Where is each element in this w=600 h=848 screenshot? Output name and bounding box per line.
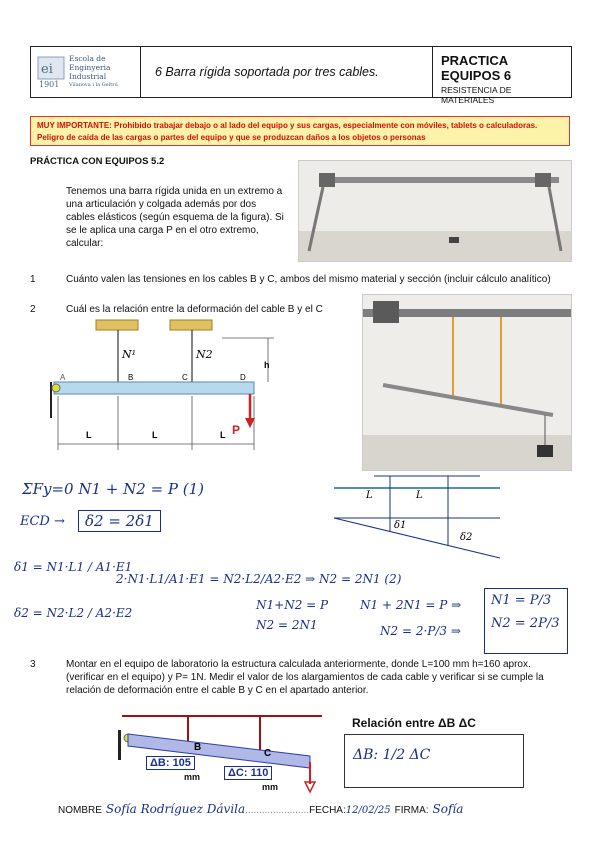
label-b: B <box>128 373 134 382</box>
result-n1: N1 = P/3 <box>491 593 552 608</box>
course-name: RESISTENCIA DE MATERIALES <box>441 85 512 105</box>
svg-text:1901: 1901 <box>39 80 60 89</box>
result-n2: N2 = 2P/3 <box>491 616 560 631</box>
label-p: P <box>232 423 241 437</box>
substitution-2: N2 = 2·P/3 ⇒ <box>380 624 461 638</box>
delta-b-value: ΔB: 105 <box>146 756 195 770</box>
fecha-label: FECHA: <box>309 805 346 816</box>
safety-warning <box>30 116 570 146</box>
lab-photo-1 <box>298 160 572 262</box>
sketch-d1: δ1 <box>394 520 407 531</box>
logo-line: Enginyeria <box>69 63 111 72</box>
warning-label: MUY IMPORTANTE: <box>37 121 112 130</box>
deformation-sketch <box>330 470 570 560</box>
warning-text: Prohibido trabajar debajo o al lado del equipo y sus cargas, especialmente con móviles, tablets o calculadoras. Peligro de caída de las cargas o partes del equipo y que se produzcan daños a los objetos o personas <box>37 121 538 142</box>
sketch-d2: δ2 <box>460 532 473 543</box>
sketch-l2: L <box>416 490 423 501</box>
firma-signature: Sofía <box>432 802 464 816</box>
relation-equation: 2·N1·L1/A1·E1 = N2·L2/A2·E2 ⇒ N2 = 2N1 (2) <box>116 572 402 586</box>
page-header <box>30 46 572 105</box>
label-l3: L <box>220 430 226 440</box>
sketch-l1: L <box>366 490 373 501</box>
question-number: 1 <box>30 274 36 285</box>
label-c: C <box>182 373 188 382</box>
question-number: 3 <box>30 659 36 670</box>
question-text: Cuál es la relación entre la deformación del cable B y el C <box>66 304 323 315</box>
structure-diagram <box>42 318 292 458</box>
delta1-formula: δ1 = N1·L1 / A1·E1 <box>14 560 133 574</box>
system-eq-1: N1+N2 = P <box>256 598 329 612</box>
lab-photo-2 <box>362 294 572 471</box>
logo-line: Escola de <box>69 54 106 63</box>
delta-c-value: ΔC: 110 <box>224 766 272 780</box>
bottom-diagram <box>110 712 330 794</box>
nombre-label: NOMBRE <box>58 805 102 816</box>
school-logo <box>31 47 141 97</box>
ecd-label: ECD → <box>20 514 65 529</box>
doc-title: PRACTICA EQUIPOS 6 <box>441 53 512 83</box>
intro-text: Tenemos una barra rígida unida en un extremo a una articulación y colgada además por dos cables elásticos (según esquema de la figura). Si se le aplica una carga P en el otro extremo, calcular: <box>66 186 284 249</box>
logo-line: Industrial <box>69 72 107 81</box>
firma-label: FIRMA: <box>394 805 429 816</box>
label-n2: N2 <box>196 348 213 361</box>
svg-text:ei: ei <box>41 62 53 77</box>
bottom-label-b: B <box>194 742 202 753</box>
fecha-value: 12/02/25 <box>345 805 391 816</box>
result-box <box>484 588 568 654</box>
delta-b-unit: mm <box>184 772 201 782</box>
label-l2: L <box>152 430 158 440</box>
delta2-formula: δ2 = N2·L2 / A2·E2 <box>14 606 133 620</box>
question-text: Cuánto valen las tensiones en los cables B y C, ambos del mismo material y sección (incluir cálculo analítico) <box>66 274 551 285</box>
label-d: D <box>240 373 246 382</box>
relation-box <box>344 734 524 788</box>
school-logo-icon <box>37 55 65 89</box>
substitution-1: N1 + 2N1 = P ⇒ <box>360 598 462 612</box>
label-a: A <box>60 373 66 382</box>
bottom-label-c: C <box>264 748 272 759</box>
relation-title: Relación entre ΔB ΔC <box>352 716 476 730</box>
label-n1: N¹ <box>122 348 137 361</box>
question-text: Montar en el equipo de laboratorio la estructura calculada anteriormente, donde L=100 mm h=160 aprox. (verificar en el equipo) y P= 1N. Medir el valor de los alargamientos de cada cable y verificar si se cumple la relación de deformación entre el cable B y C en el apartado anterior. <box>66 659 544 696</box>
nombre-value: Sofía Rodríguez Dávila <box>105 802 246 816</box>
logo-sub: Vilanova i la Geltrú <box>69 82 118 88</box>
equilibrium-equation: ΣFy=0 N1 + N2 = P (1) <box>22 480 205 498</box>
label-h: h <box>264 360 270 370</box>
system-eq-2: N2 = 2N1 <box>256 618 318 632</box>
question-number: 2 <box>30 304 36 315</box>
section-title: PRÁCTICA CON EQUIPOS 5.2 <box>30 156 165 167</box>
footer: NOMBRE Sofía Rodríguez Dávila.......................FECHA:12/02/25 FIRMA: Sofía <box>58 802 464 816</box>
label-l1: L <box>86 430 92 440</box>
doc-subtitle: 6 Barra rígida soportada por tres cables. <box>141 47 433 97</box>
ecd-box: δ2 = 2δ1 <box>78 510 161 532</box>
relation-value: ΔB: 1/2 ΔC <box>353 747 431 763</box>
delta-c-unit: mm <box>262 782 279 792</box>
